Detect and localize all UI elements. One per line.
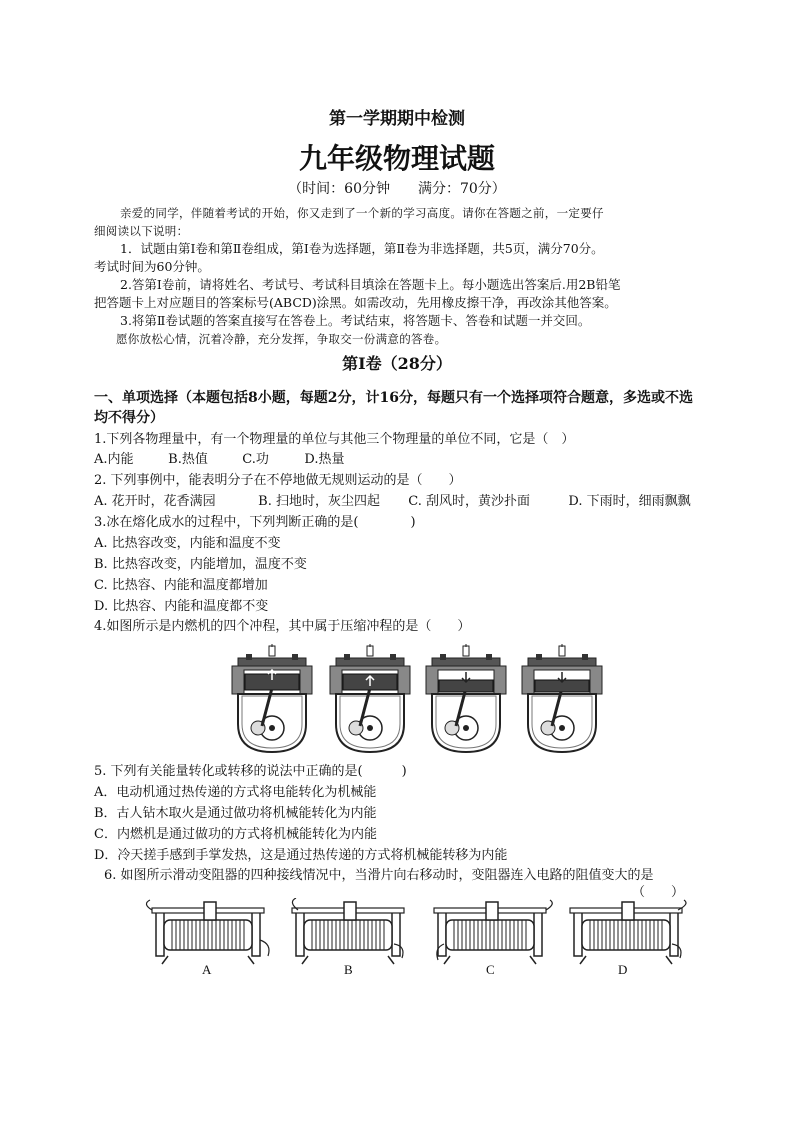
engine-strokes-figure [0, 644, 794, 756]
q5-option-d[interactable]: D．冷天搓手感到手掌发热，这是通过热传递的方式将机械能转移为内能 [94, 848, 508, 863]
question-6-stem: 6. 如图所示滑动变阻器的四种接线情况中，当滑片向右移动时，变阻器连入电路的阻值变大的是 [104, 868, 654, 883]
wish-text: 愿你放松心情，沉着冷静，充分发挥，争取交一份满意的答卷。 [116, 332, 447, 346]
part-heading: 一、单项选择（本题包括8小题，每题2分，计16分，每题只有一个选择项符合题意，多选或不选 [94, 390, 693, 406]
q5-option-a[interactable]: A．电动机通过热传递的方式将电能转化为机械能 [94, 785, 377, 800]
rheostat-label-d[interactable]: D [618, 962, 628, 977]
question-1-stem: 1.下列各物理量中，有一个物理量的单位与其他三个物理量的单位不同，它是（ ） [94, 432, 575, 447]
rheostat-b [292, 898, 404, 964]
question-2-stem: 2. 下列事例中，能表明分子在不停地做无规则运动的是（ ） [94, 473, 462, 488]
note-2: 2.答第Ⅰ卷前，请将姓名、考试号、考试科目填涂在答题卡上。每小题选出答案后.用2B铅笔 [120, 277, 621, 292]
engine-diagram-3 [426, 644, 506, 752]
engine-diagram-1 [232, 644, 312, 752]
exam-title: 九年级物理试题 [298, 142, 495, 175]
rheostat-c [434, 900, 552, 964]
q5-option-c[interactable]: C．内燃机是通过做功的方式将机械能转化为内能 [94, 827, 377, 842]
note-3: 3.将第Ⅱ卷试题的答案直接写在答卷上。考试结束，将答题卡、答卷和试题一并交回。 [120, 313, 591, 328]
q1-option-d[interactable]: D.热量 [304, 452, 345, 467]
engine-diagram-4 [522, 644, 602, 752]
time-info: （时间：60分钟 满分：70分） [288, 181, 506, 197]
q3-option-a[interactable]: A. 比热容改变，内能和温度不变 [94, 536, 281, 551]
q5-option-b[interactable]: B．古人钻木取火是通过做功将机械能转化为内能 [94, 806, 377, 821]
note-1: 1．试题由第Ⅰ卷和第Ⅱ卷组成，第Ⅰ卷为选择题，第Ⅱ卷为非选择题，共5页，满分70分。 [120, 241, 604, 256]
rheostat-figure [0, 898, 794, 968]
rheostat-d [570, 900, 686, 964]
question-2-options [94, 493, 714, 511]
engine-strokes-svg [0, 644, 794, 756]
rheostat-svg [0, 898, 794, 968]
q1-option-c[interactable]: C.功 [242, 452, 269, 467]
q2-option-a[interactable]: A. 花开时，花香满园 [94, 494, 216, 509]
question-1-options [94, 451, 714, 469]
q3-option-c[interactable]: C. 比热容、内能和温度都增加 [94, 578, 268, 593]
q3-option-d[interactable]: D. 比热容、内能和温度都不变 [94, 599, 269, 614]
q2-option-d[interactable]: D. 下雨时，细雨飘飘 [568, 494, 691, 509]
note-1-cont: 考试时间为60分钟。 [94, 259, 210, 274]
question-3-stem: 3.冰在熔化成水的过程中，下列判断正确的是( ) [94, 515, 416, 530]
rheostat-a [146, 900, 269, 964]
question-4-stem: 4.如图所示是内燃机的四个冲程，其中属于压缩冲程的是（ ） [94, 619, 471, 634]
intro-greeting: 亲爱的同学，伴随着考试的开始，你又走到了一个新的学习高度。请你在答题之前，一定要仔 [120, 206, 604, 220]
exam-subtitle: 第一学期期中检测 [329, 109, 465, 129]
intro-greeting-cont: 细阅读以下说明： [94, 224, 189, 238]
q1-option-b[interactable]: B.热值 [168, 452, 208, 467]
engine-diagram-2 [330, 644, 410, 752]
question-6-blank[interactable]: （ ） [632, 885, 685, 900]
q3-option-b[interactable]: B. 比热容改变，内能增加，温度不变 [94, 557, 307, 572]
part-heading-cont: 均不得分） [94, 410, 164, 426]
question-5-stem: 5. 下列有关能量转化或转移的说法中正确的是( ) [94, 764, 407, 779]
rheostat-label-b[interactable]: B [344, 962, 353, 977]
q1-option-a[interactable]: A.内能 [94, 452, 134, 467]
section-title: 第Ⅰ卷（28分） [342, 354, 452, 373]
q2-option-b[interactable]: B. 扫地时，灰尘四起 [258, 494, 380, 509]
note-2-cont: 把答题卡上对应题目的答案标号(ABCD)涂黑。如需改动，先用橡皮擦干净，再改涂其他答案。 [94, 295, 617, 310]
q2-option-c[interactable]: C. 刮风时，黄沙扑面 [408, 494, 531, 509]
rheostat-label-c[interactable]: C [486, 962, 495, 977]
rheostat-label-a[interactable]: A [202, 962, 212, 977]
